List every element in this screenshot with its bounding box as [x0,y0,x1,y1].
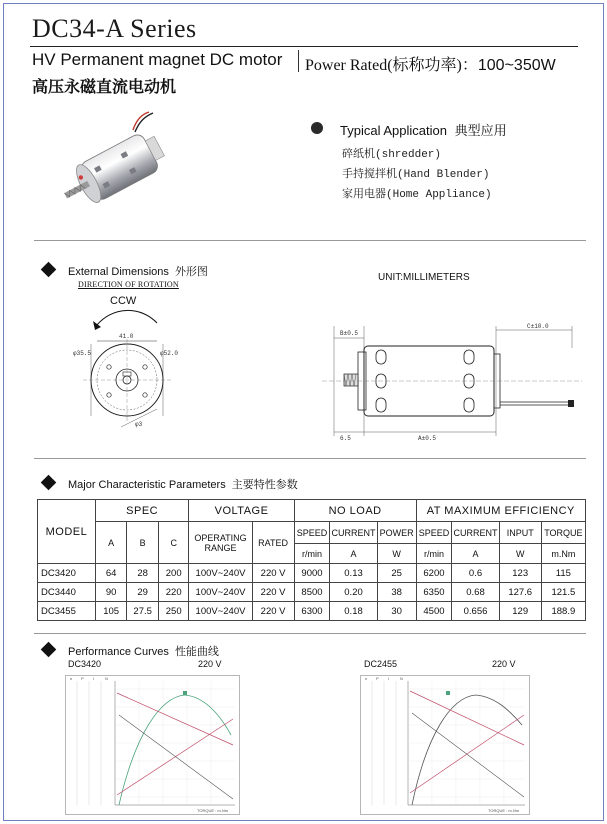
cell-me-input: 129 [499,602,541,621]
motor-photo [45,108,200,228]
cell-b: 29 [127,583,159,602]
dim-b-label: B±0.5 [340,330,359,337]
col-nl-speed: SPEED [294,522,330,544]
cell-rated: 220 V [252,564,294,583]
header-separator [298,50,299,72]
cell-model: DC3440 [38,583,96,602]
power-rated [305,52,556,75]
cell-rated: 220 V [252,602,294,621]
rotation-direction-label: DIRECTION OF ROTATION [78,280,179,289]
cell-model: DC3420 [38,564,96,583]
cell-me-torque: 188.9 [541,602,585,621]
chart-1-col-n: n [70,676,73,681]
cell-me-torque: 115 [541,564,585,583]
power-rated-label: Power Rated(标称功率)： [305,57,478,74]
cell-a: 105 [95,602,127,621]
side-view-drawing [322,318,584,446]
chart-2-model: DC2455 [364,659,398,669]
col-b: B [127,522,159,564]
cell-nl-power: 30 [377,602,416,621]
unit-rpm: r/min [416,544,452,564]
col-me-speed: SPEED [416,522,452,544]
col-c: C [158,522,189,564]
dimensions-heading-en: External Dimensions [68,266,169,278]
cell-me-torque: 121.5 [541,583,585,602]
chart-1-col-eff: N [105,676,108,681]
application-list [342,145,492,205]
power-rated-value: 100~350W [477,57,556,74]
col-a: A [95,522,127,564]
cell-me-speed: 6200 [416,564,452,583]
unit-watt: W [377,544,416,564]
col-me-input: INPUT [499,522,541,544]
performance-chart-2 [360,675,530,815]
dim-c-label: C±10.0 [527,323,549,330]
subtitle-en: HV Permanent magnet DC motor [32,50,283,69]
parameters-table [37,499,586,621]
chart-1-voltage: 220 V [198,659,222,669]
cell-a: 90 [95,583,127,602]
section-divider [34,633,586,634]
cell-me-speed: 6350 [416,583,452,602]
cell-me-input: 123 [499,564,541,583]
col-group-no-load: NO LOAD [294,500,416,522]
cell-me-current: 0.68 [452,583,499,602]
parameters-heading [68,476,298,492]
dim-shaft-label: φ35.5 [73,350,92,357]
chart-1-xlabel: TORQUE : m.Nm [197,808,229,813]
cell-nl-current: 0.20 [330,583,377,602]
unit-amp: A [330,544,377,564]
col-me-current: CURRENT [452,522,499,544]
col-group-voltage: VOLTAGE [189,500,294,522]
table-row [38,564,586,583]
dimensions-heading [68,263,208,279]
cell-rated: 220 V [252,583,294,602]
col-me-torque: TORQUE [541,522,585,544]
application-item: 碎纸机(shredder) [342,149,442,161]
cell-nl-speed: 6300 [294,602,330,621]
unit-label: UNIT:MILLIMETERS [378,272,470,283]
application-heading [340,120,507,139]
cell-me-input: 127.6 [499,583,541,602]
cell-b: 27.5 [127,602,159,621]
dimensions-heading-cn: 外形图 [174,266,208,278]
cell-c: 250 [158,602,189,621]
dim-e-label: 6.5 [340,435,351,442]
cell-c: 220 [158,583,189,602]
cell-nl-power: 38 [377,583,416,602]
unit-amp: A [452,544,499,564]
parameters-heading-cn: 主要特性参数 [231,479,298,491]
col-operating-range: OPERATING RANGE [189,522,252,564]
chart-2-col-n: n [365,676,368,681]
col-group-spec: SPEC [95,500,189,522]
cell-nl-speed: 9000 [294,564,330,583]
dim-body-label: φ52.0 [160,350,179,357]
col-nl-current: CURRENT [330,522,377,544]
cell-range: 100V~240V [189,564,252,583]
cell-model: DC3455 [38,602,96,621]
cell-nl-power: 25 [377,564,416,583]
chart-2-col-i: I [388,676,390,681]
application-item: 手持搅拌机(Hand Blender) [342,169,490,181]
cell-nl-current: 0.13 [330,564,377,583]
cell-me-speed: 4500 [416,602,452,621]
col-nl-power: POWER [377,522,416,544]
cell-me-current: 0.656 [452,602,499,621]
performance-heading-cn: 性能曲线 [174,646,219,658]
cell-range: 100V~240V [189,583,252,602]
table-row [38,583,586,602]
unit-torque: m.Nm [541,544,585,564]
chart-1-col-p: P [81,676,84,681]
application-heading-en: Typical Application [340,123,447,138]
front-view-drawing [65,305,190,440]
application-heading-cn: 典型应用 [454,123,507,138]
cell-nl-current: 0.18 [330,602,377,621]
dim-width-label: 41.0 [119,333,134,340]
chart-2-xlabel: TORQUE : m.Nm [488,808,520,813]
performance-chart-1 [65,675,240,815]
unit-rpm: r/min [294,544,330,564]
section-divider [34,240,586,241]
cell-b: 28 [127,564,159,583]
unit-watt: W [499,544,541,564]
cell-a: 64 [95,564,127,583]
dim-a-label: A±0.5 [418,435,437,442]
chart-1-model: DC3420 [68,659,102,669]
chart-2-col-p: P [376,676,379,681]
cell-c: 200 [158,564,189,583]
cell-me-current: 0.6 [452,564,499,583]
dim-hole-label: φ3 [135,421,143,428]
application-bullet [311,122,323,134]
application-item: 家用电器(Home Appliance) [342,189,492,201]
subtitle-cn: 高压永磁直流电动机 [32,79,177,96]
parameters-heading-en: Major Characteristic Parameters [68,479,226,491]
section-divider [34,458,586,459]
table-row [38,602,586,621]
title-rule [30,46,578,47]
performance-heading [68,643,219,659]
col-group-max-efficiency: AT MAXIMUM EFFICIENCY [416,500,585,522]
chart-2-voltage: 220 V [492,659,516,669]
ccw-label: CCW [110,295,137,307]
performance-heading-en: Performance Curves [68,646,169,658]
cell-nl-speed: 8500 [294,583,330,602]
col-model: MODEL [38,500,96,564]
series-title: DC34-A Series [32,14,197,43]
cell-range: 100V~240V [189,602,252,621]
chart-1-col-i: I [93,676,95,681]
col-rated: RATED [252,522,294,564]
chart-2-col-eff: N [400,676,403,681]
